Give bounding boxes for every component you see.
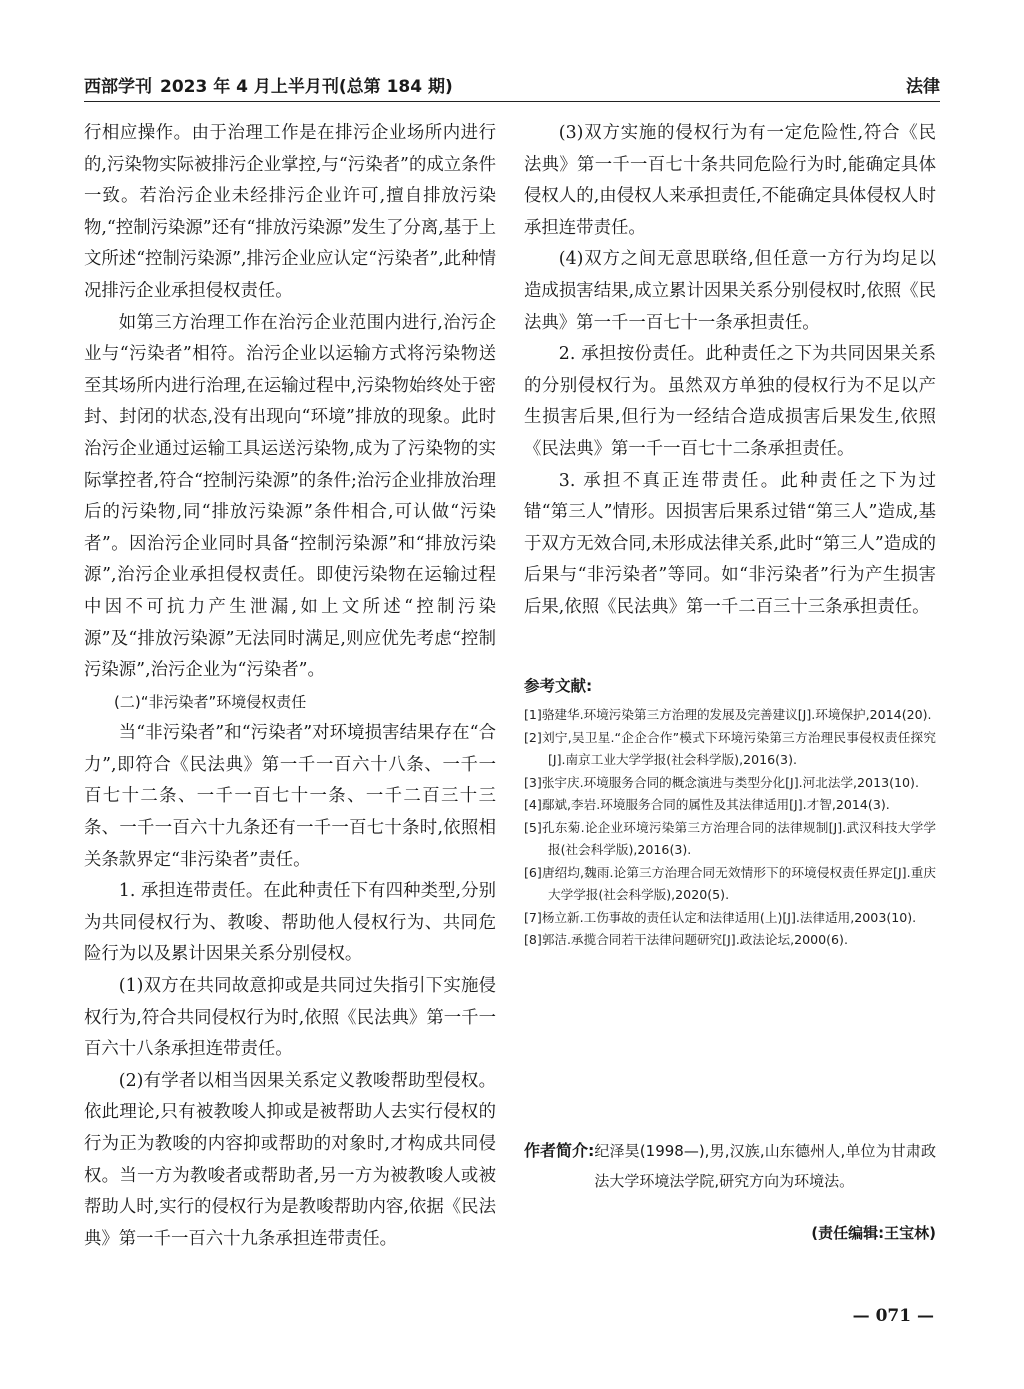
- references-section: [524, 676, 936, 952]
- page-number: — 071 —: [852, 1306, 934, 1326]
- author-label: 作者简介:: [524, 1141, 595, 1160]
- paragraph: (1)双方在共同故意抑或是共同过失指引下实施侵权行为,符合共同侵权行为时,依照《民法典》第一千一百六十八条承担连带责任。: [84, 976, 496, 1060]
- reference-item: [7]杨立新.工伤事故的责任认定和法律适用(上)[J].法律适用,2003(10).: [524, 909, 917, 925]
- reference-item: [2]刘宁,吴卫星.“企企合作”模式下环境污染第三方治理民事侵权责任探究[J].南京工业大学学报(社会科学版),2016(3).: [524, 729, 936, 767]
- paragraph: 当“非污染者”和“污染者”对环境损害结果存在“合力”,即符合《民法典》第一千一百六十八条、一千一百七十二条、一千一百七十一条、一千二百三十三条、一千一百六十九条还有一千一百七十条时,依照相关条款界定“非污染者”责任。: [84, 723, 496, 870]
- paragraph: (2)有学者以相当因果关系定义教唆帮助型侵权。依此理论,只有被教唆人抑或是被帮助人去实行侵权的行为正为教唆的内容抑或帮助的对象时,才构成共同侵权。当一方为教唆者或帮助者,另一方为被教唆人或被帮助人时,实行的侵权行为是教唆帮助内容,依据《民法典》第一千一百六十九条承担连带责任。: [84, 1070, 496, 1249]
- right-column: [524, 118, 936, 624]
- page-header: [84, 70, 940, 100]
- paragraph: 行相应操作。由于治理工作是在排污企业场所内进行的,污染物实际被排污企业掌控,与“污染者”的成立条件一致。若治污企业未经排污企业许可,擅自排放污染物,“控制污染源”还有“排放污染源”发生了分离,基于上文所述“控制污染源”,排污企业应认定“污染者”,此种情况排污企业承担侵权责任。: [84, 123, 496, 301]
- paragraph: 3. 承担不真正连带责任。此种责任之下为过错“第三人”情形。因损害后果系过错“第三人”造成,基于双方无效合同,未形成法律关系,此时“第三人”造成的后果与“非污染者”等同。如“非污染者”行为产生损害后果,依照《民法典》第一千二百三十三条承担责任。: [524, 470, 936, 617]
- paragraph: 2. 承担按份责任。此种责任之下为共同因果关系的分别侵权行为。虽然双方单独的侵权行为不足以产生损害后果,但行为一经结合造成损害后果发生,依照《民法典》第一千一百七十二条承担责任。: [524, 344, 936, 459]
- paragraph: (二)“非污染者”环境侵权责任: [114, 692, 307, 711]
- paragraph: 如第三方治理工作在治污企业范围内进行,治污企业与“污染者”相符。治污企业以运输方式将污染物送至其场所内进行治理,在运输过程中,污染物始终处于密封、封闭的状态,没有出现向“环境”排放的现象。此时治污企业通过运输工具运送污染物,成为了污染物的实际掌控者,符合“控制污染源”的条件;治污企业排放治理后的污染物,同“排放污染源”条件相合,可认做“污染者”。因治污企业同时具备“控制污染源”和“排放污染源”,治污企业承担侵权责任。即使污染物在运输过程中因不可抗力产生泄漏,如上文所述“控制污染源”及“排放污染源”无法同时满足,则应优先考虑“控制污染源”,治污企业为“污染者”。: [84, 312, 496, 681]
- author-bio: [524, 1136, 936, 1196]
- left-column: [84, 118, 496, 1255]
- reference-item: [5]孔东菊.论企业环境污染第三方治理合同的法律规制[J].武汉科技大学学报(社会科学版),2016(3).: [524, 819, 936, 857]
- author-text: 纪泽昊(1998—),男,汉族,山东德州人,单位为甘肃政法大学环境法学院,研究方向为环境法。: [594, 1142, 936, 1190]
- journal-logo: 西部学刊: [84, 77, 152, 97]
- references-list: [524, 704, 936, 952]
- reference-item: [4]鄢斌,李岩.环境服务合同的属性及其法律适用[J].才智,2014(3).: [524, 797, 890, 812]
- paragraph: 1. 承担连带责任。在此种责任下有四种类型,分别为共同侵权行为、教唆、帮助他人侵权行为、共同危险行为以及累计因果关系分别侵权。: [84, 881, 496, 965]
- reference-item: [3]张宇庆.环境服务合同的概念演进与类型分化[J].河北法学,2013(10).: [524, 774, 919, 790]
- header-divider: [84, 101, 940, 102]
- paragraph: (3)双方实施的侵权行为有一定危险性,符合《民法典》第一千一百七十条共同危险行为时,能确定具体侵权人的,由侵权人来承担责任,不能确定具体侵权人时承担连带责任。: [524, 123, 936, 238]
- section-tag: 法律: [906, 77, 940, 97]
- reference-item: [8]郭洁.承揽合同若干法律问题研究[J].政法论坛,2000(6).: [524, 932, 848, 947]
- paragraph: (4)双方之间无意思联络,但任意一方行为均足以造成损害结果,成立累计因果关系分别侵权时,依照《民法典》第一千一百七十一条承担责任。: [524, 249, 936, 333]
- reference-item: [6]唐绍均,魏雨.论第三方治理合同无效情形下的环境侵权责任界定[J].重庆大学学报(社会科学版),2020(5).: [524, 864, 936, 902]
- reference-item: [1]骆建华.环境污染第三方治理的发展及完善建议[J].环境保护,2014(20).: [524, 707, 932, 722]
- references-title: 参考文献:: [524, 677, 593, 695]
- journal-issue: 2023 年 4 月上半月刊(总第 184 期): [160, 77, 453, 97]
- responsible-editor: (责任编辑:王宝林): [811, 1224, 936, 1242]
